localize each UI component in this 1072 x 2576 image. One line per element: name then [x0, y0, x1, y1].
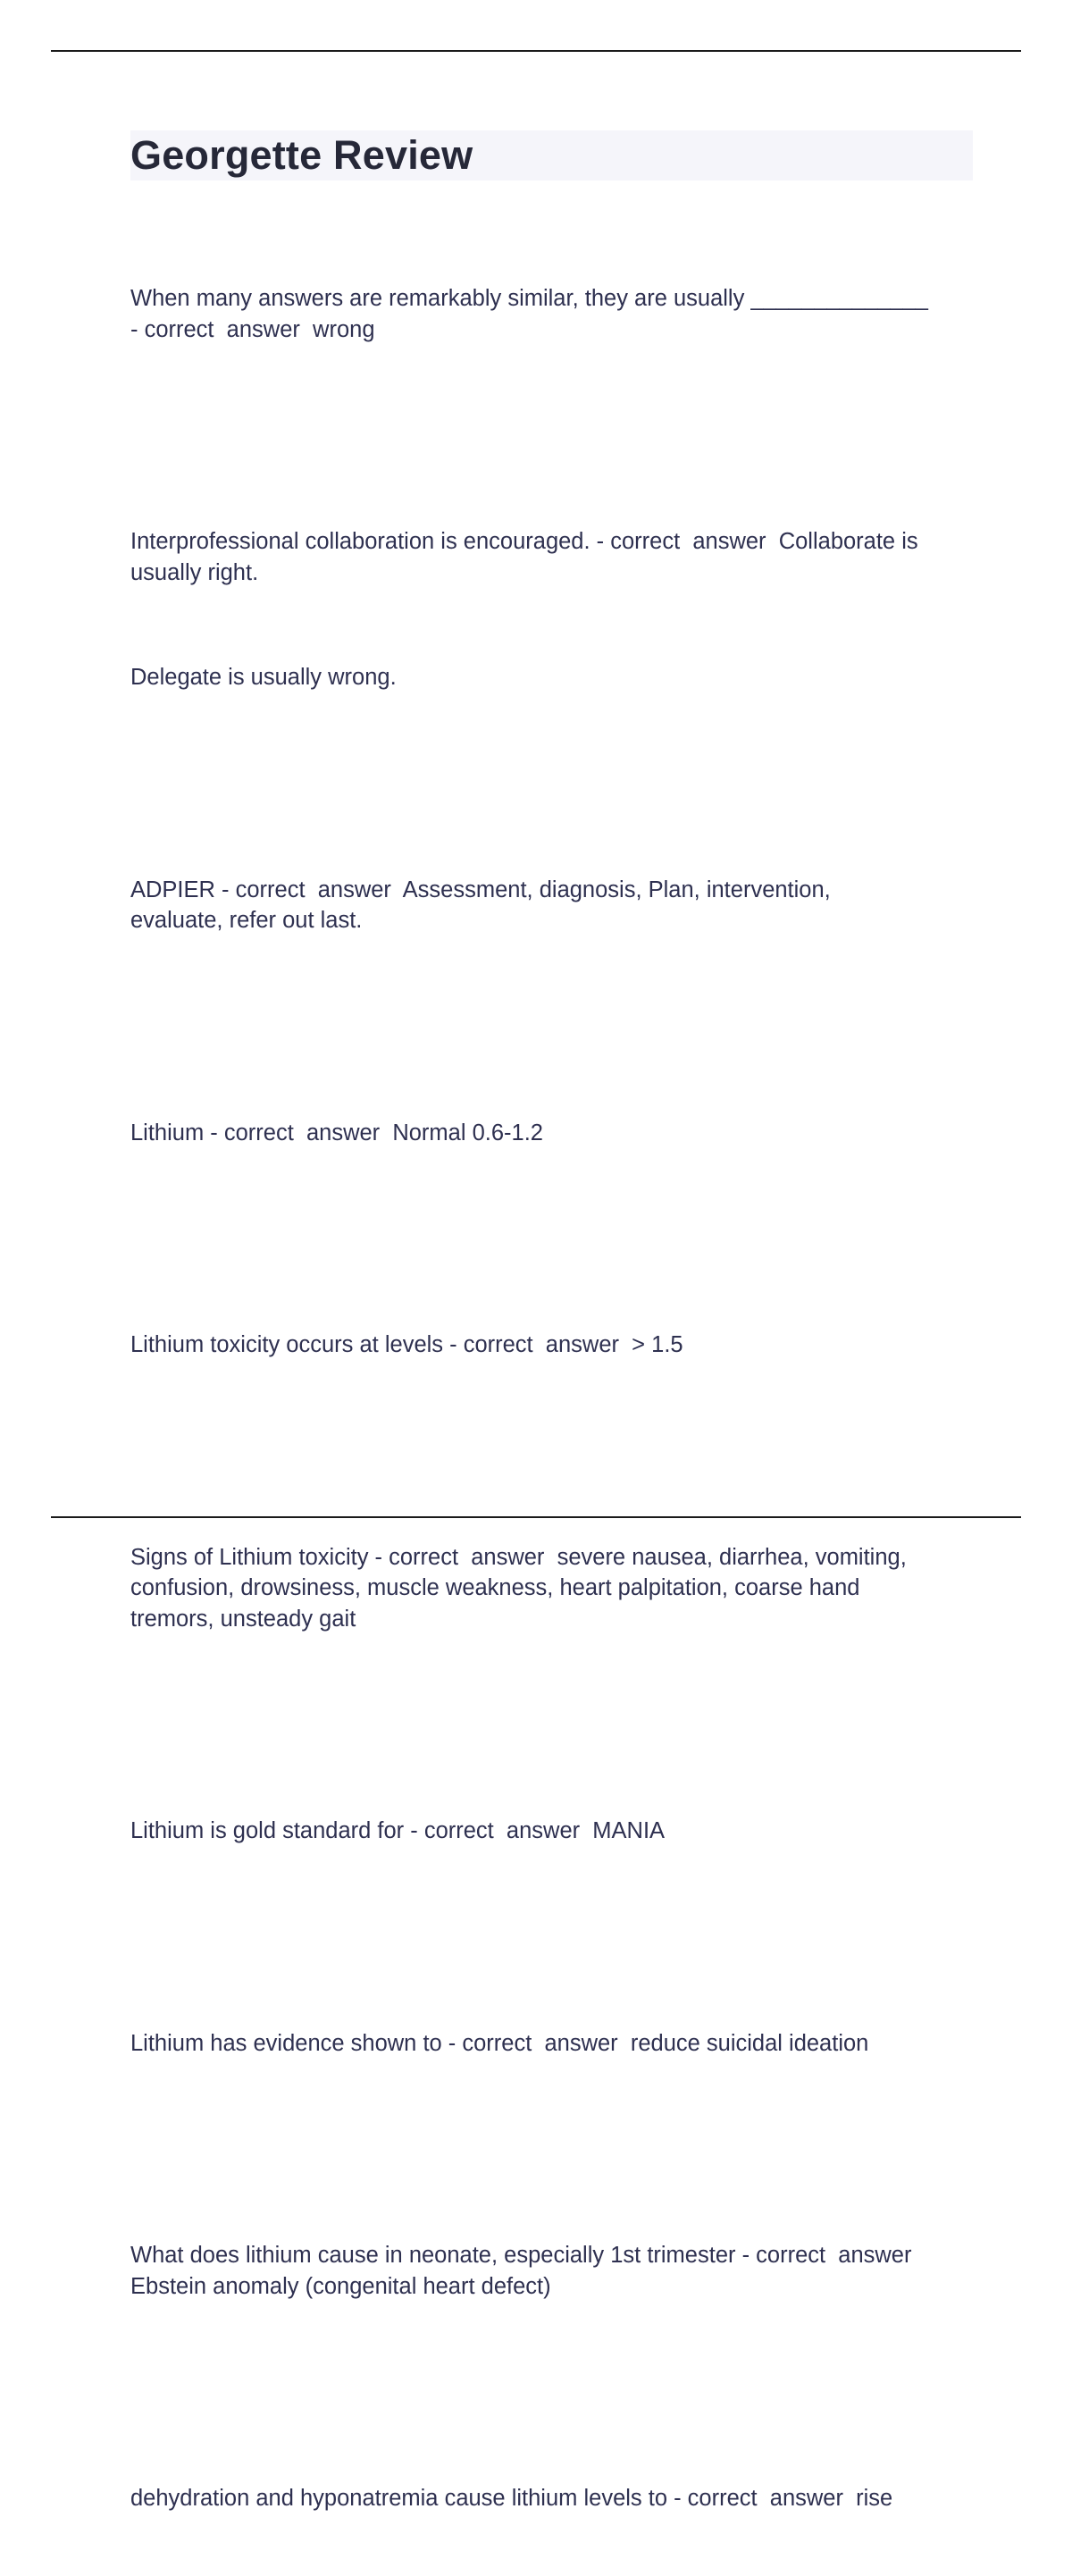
qa-item — [130, 222, 975, 407]
qa-item — [130, 2421, 975, 2576]
qa-item — [130, 1754, 975, 1909]
bottom-rule — [51, 1516, 1021, 1518]
document-title: Georgette Review — [130, 132, 473, 178]
qa-item — [130, 1268, 975, 1422]
qa-item — [130, 1481, 975, 1697]
title-band — [130, 130, 973, 180]
qa-text: Interprofessional collaboration is encouraged. - correct answer Collaborate is usually right. — [130, 529, 925, 585]
qa-text: ADPIER - correct answer Assessment, diagnosis, Plan, intervention, evaluate, refer out last. — [130, 877, 831, 933]
qa-text: dehydration and hyponatremia cause lithium levels to - correct answer rise — [130, 2486, 893, 2511]
qa-item — [130, 813, 975, 998]
qa-text: Lithium - correct answer Normal 0.6-1.2 — [130, 1120, 543, 1145]
qa-list — [130, 222, 975, 2576]
qa-text: What does lithium cause in neonate, especially 1st trimester - correct answer Ebstein anomaly (congenital heart defect) — [130, 2243, 912, 2299]
qa-text: Lithium has evidence shown to - correct answer reduce suicidal ideation — [130, 2030, 869, 2056]
document-body — [130, 130, 975, 2576]
qa-text: Delegate is usually wrong. — [130, 665, 397, 690]
qa-text: Lithium is gold standard for - correct answer MANIA — [130, 1818, 666, 1843]
qa-item — [130, 1056, 975, 1211]
qa-item — [130, 2178, 975, 2363]
qa-text: Signs of Lithium toxicity - correct answer severe nausea, diarrhea, vomiting, confusion, drowsiness, muscle weakness, heart palpitation, coarse hand tremors, unsteady gait — [130, 1544, 907, 1632]
qa-text: When many answers are remarkably similar, they are usually ______________ - correct answer wrong — [130, 286, 928, 342]
qa-item — [130, 1967, 975, 2121]
top-rule — [51, 50, 1021, 52]
qa-item — [130, 465, 975, 755]
qa-text: Lithium toxicity occurs at levels - correct answer > 1.5 — [130, 1332, 683, 1357]
